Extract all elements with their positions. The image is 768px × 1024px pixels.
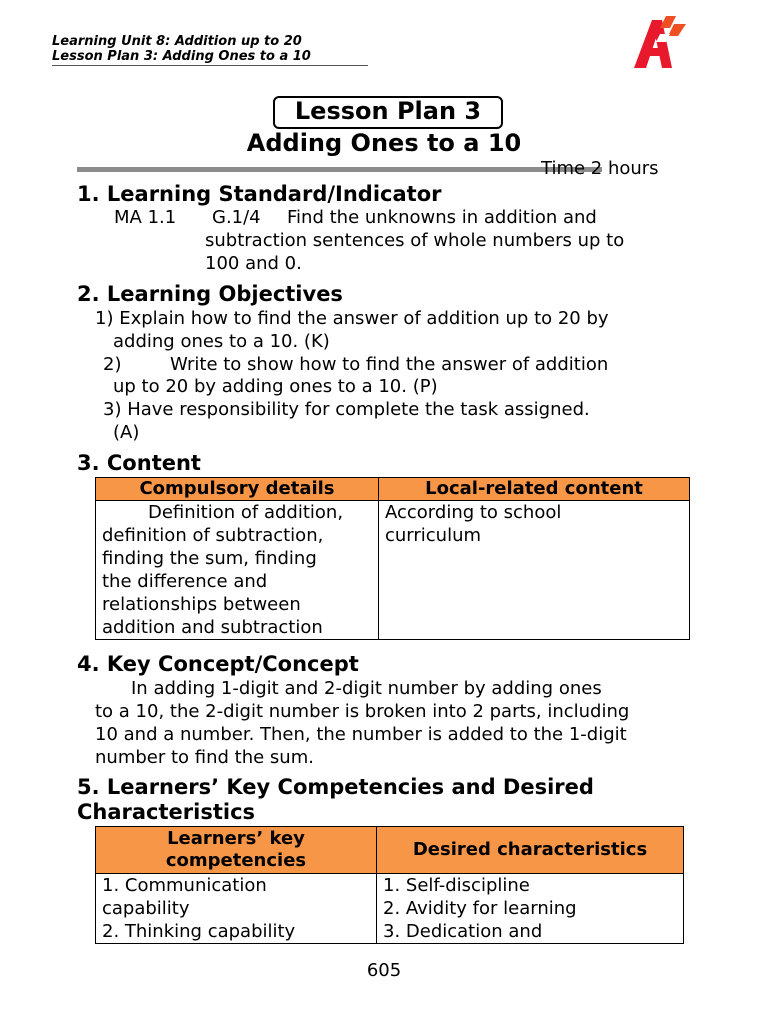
running-header-unit: Learning Unit 8: Addition up to 20 (52, 34, 302, 49)
cell-line: finding the sum, finding (102, 548, 317, 569)
section-3-heading: 3. Content (77, 451, 201, 475)
objective-line: 3) Have responsibility for complete the task assigned. (103, 399, 590, 420)
cell-line: 1. Self-discipline (383, 875, 530, 896)
running-header-lesson: Lesson Plan 3: Adding Ones to a 10 (52, 49, 311, 64)
characteristics-cell (377, 874, 684, 944)
section-5-heading-cont: Characteristics (77, 800, 256, 824)
page-number: 605 (366, 960, 402, 981)
objective-number: 2) (103, 354, 122, 375)
objective-line: up to 20 by adding ones to a 10. (P) (113, 376, 438, 397)
header-line: Learners’ key (167, 828, 305, 849)
title-rule (77, 167, 602, 172)
lesson-plan-title: Lesson Plan 3 (294, 97, 482, 125)
cell-line: the difference and (102, 571, 268, 592)
time-allotment: Time 2 hours (541, 158, 659, 179)
concept-line: to a 10, the 2-digit number is broken into 2 parts, including (95, 701, 630, 722)
compulsory-details-cell (96, 501, 379, 640)
concept-line: number to find the sum. (95, 747, 314, 768)
lesson-subtitle: Adding Ones to a 10 (246, 129, 522, 157)
content-col2-header: Local-related content (379, 478, 690, 501)
indicator-text-line: 100 and 0. (205, 253, 302, 274)
cell-line: definition of subtraction, (102, 525, 324, 546)
indicator-code: G.1/4 (212, 207, 261, 228)
section-2-heading: 2. Learning Objectives (77, 282, 343, 306)
competencies-col1-header (96, 827, 377, 874)
cell-line: capability (102, 898, 190, 919)
standard-code: MA 1.1 (114, 207, 177, 228)
competencies-cell (96, 874, 377, 944)
concept-line: 10 and a number. Then, the number is added to the 1-digit (95, 724, 627, 745)
cell-line: 1. Communication (102, 875, 267, 896)
objective-line: adding ones to a 10. (K) (113, 331, 330, 352)
indicator-text-line: Find the unknowns in addition and (287, 207, 597, 228)
cell-line: 2. Avidity for learning (383, 898, 577, 919)
section-4-heading: 4. Key Concept/Concept (77, 652, 359, 676)
cell-line: Definition of addition, (148, 502, 344, 523)
header-line: competencies (165, 850, 307, 871)
content-col1-header: Compulsory details (96, 478, 379, 501)
competencies-col2-header: Desired characteristics (377, 827, 684, 874)
cell-line: 3. Dedication and (383, 921, 543, 942)
competencies-table (95, 826, 684, 944)
content-table (95, 477, 690, 640)
objective-line: (A) (113, 422, 140, 443)
objective-line: 1) Explain how to find the answer of addition up to 20 by (95, 308, 609, 329)
cell-line: 2. Thinking capability (102, 921, 296, 942)
section-5-heading: 5. Learners’ Key Competencies and Desired (77, 775, 594, 799)
red-a-logo-icon (630, 14, 690, 72)
cell-line: curriculum (385, 525, 482, 546)
cell-line: According to school (385, 502, 562, 523)
cell-line: relationships between (102, 594, 301, 615)
local-content-cell (379, 501, 690, 640)
indicator-text-line: subtraction sentences of whole numbers up to (205, 230, 625, 251)
concept-line: In adding 1-digit and 2-digit number by adding ones (131, 678, 602, 699)
section-1-heading: 1. Learning Standard/Indicator (77, 182, 442, 206)
cell-line: addition and subtraction (102, 617, 323, 638)
objective-line: Write to show how to find the answer of addition (170, 354, 609, 375)
header-underline (52, 65, 368, 66)
